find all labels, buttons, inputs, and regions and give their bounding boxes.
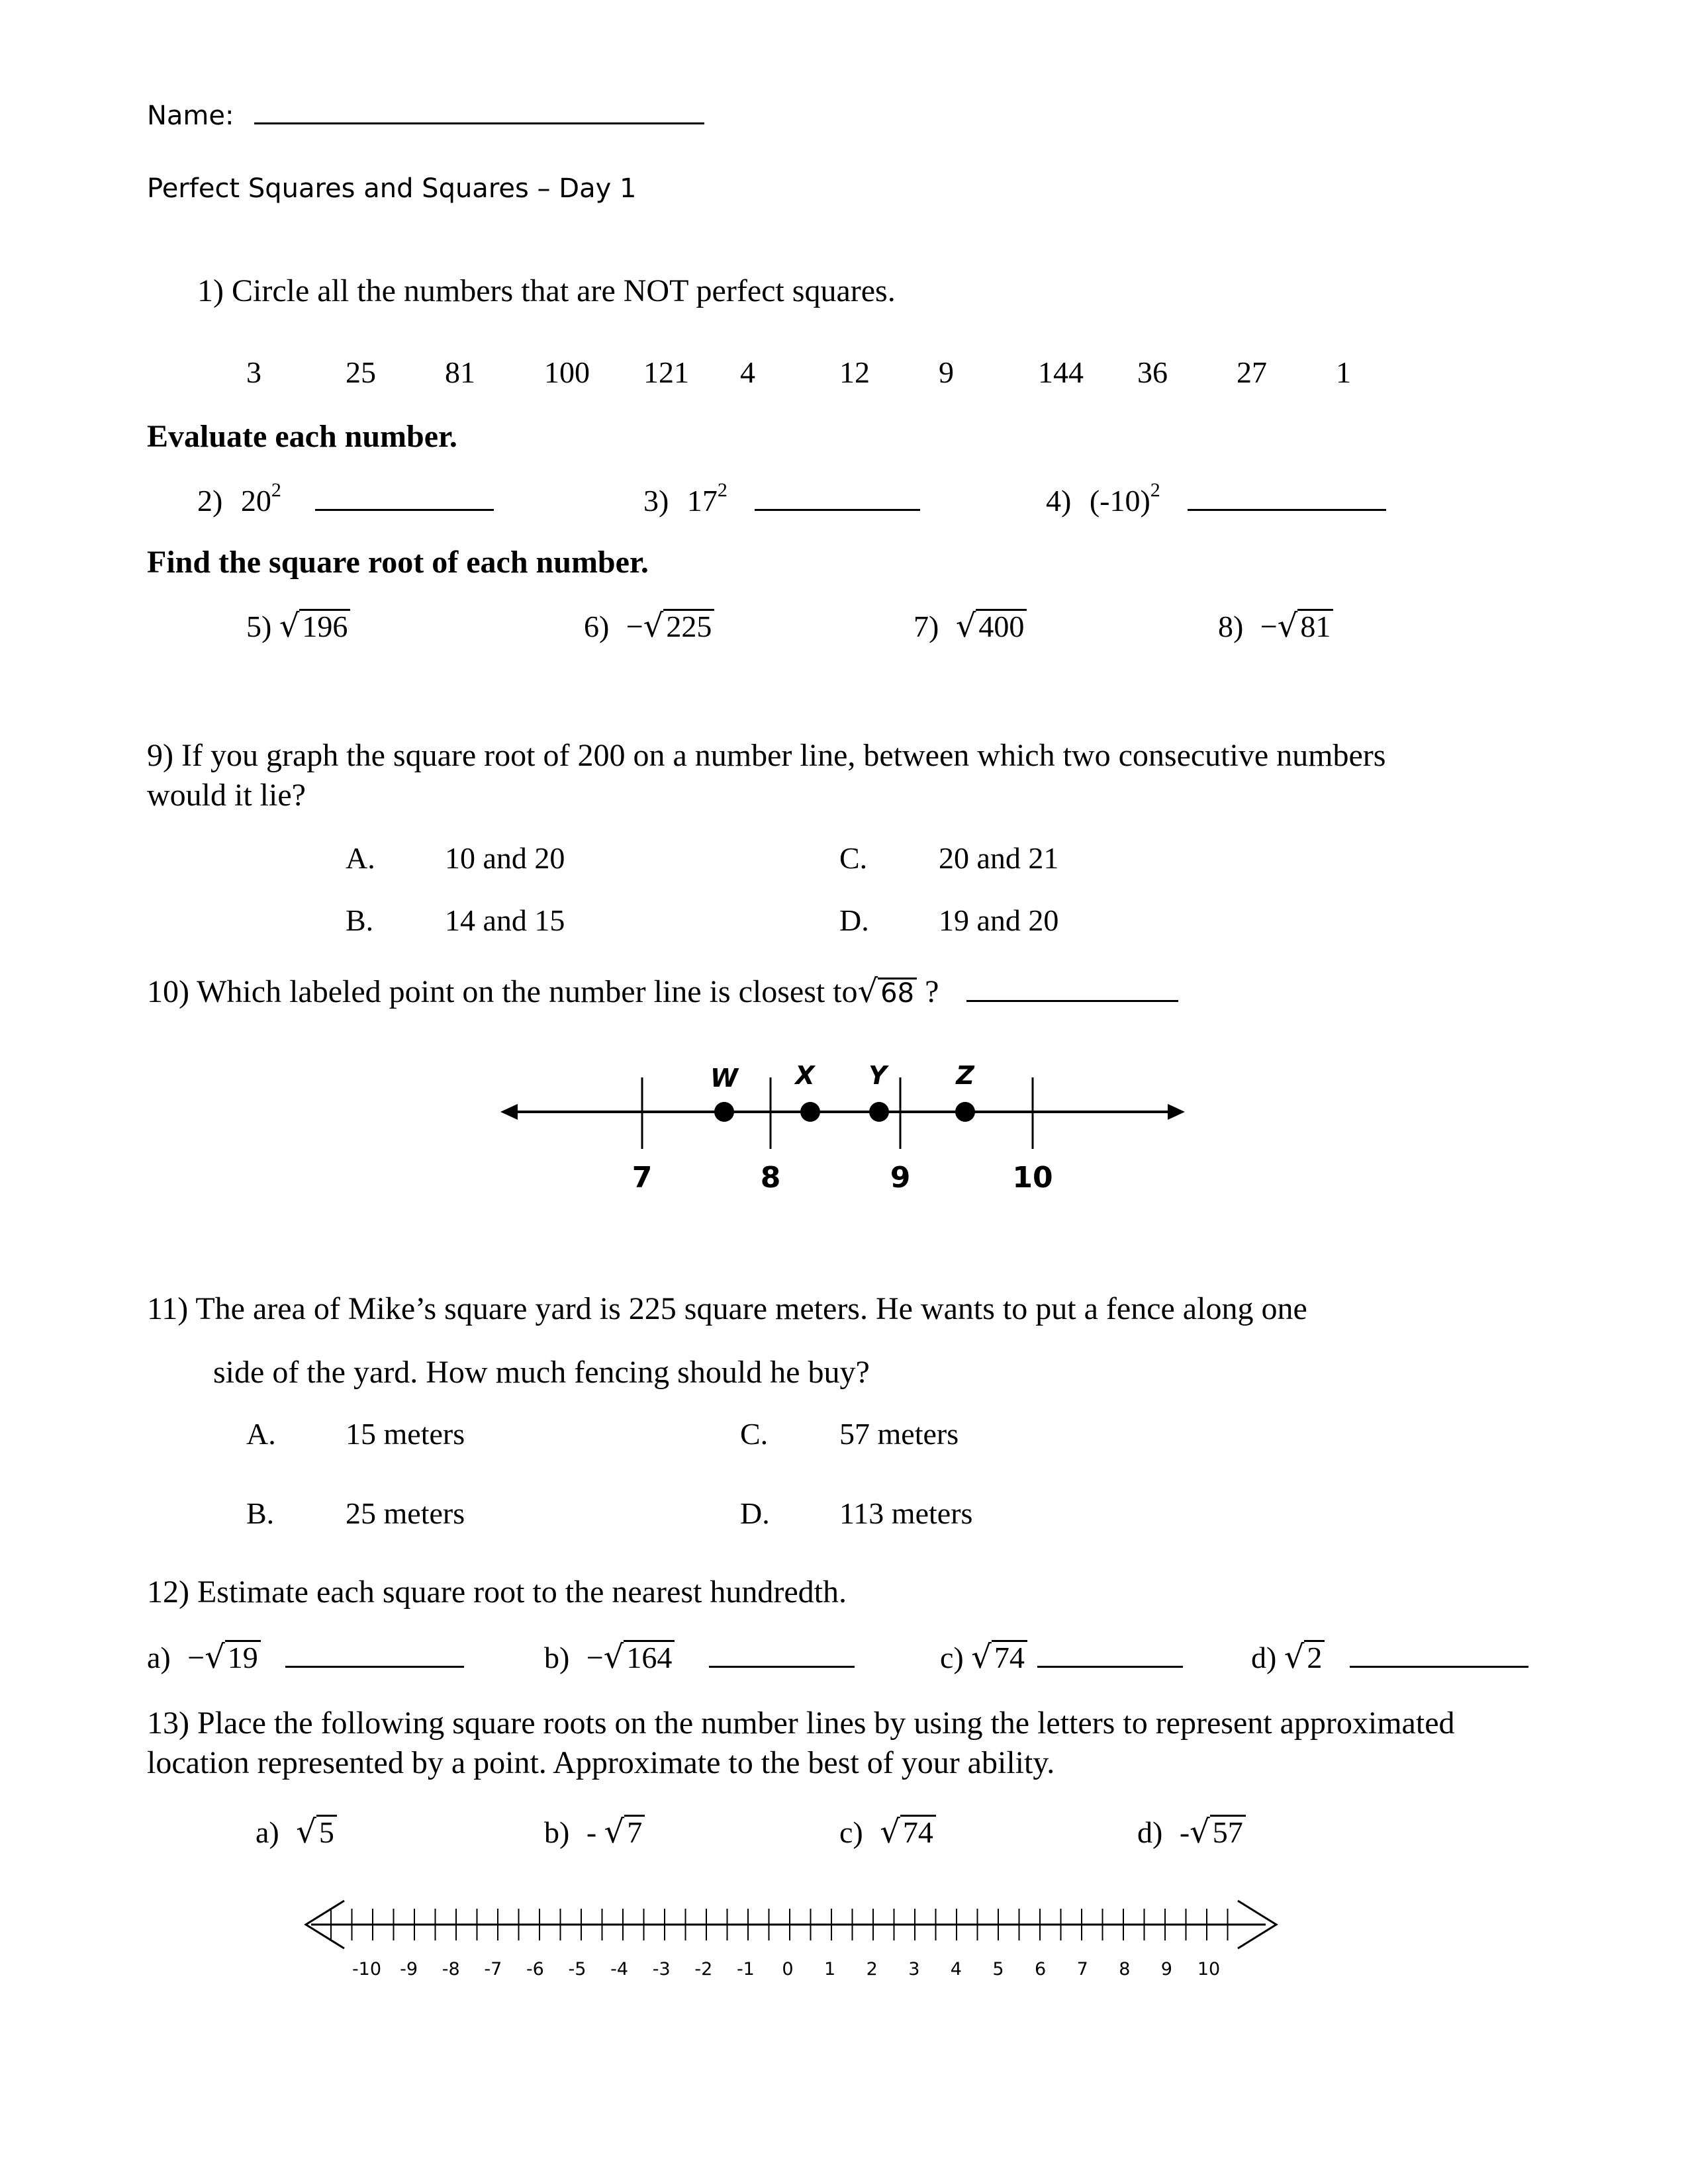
choice-letter: C. (839, 841, 868, 875)
radical-icon: √ (205, 1639, 225, 1676)
q13-prompt-line1: 13) Place the following square roots on the number lines by using the letters to represent approximated (147, 1706, 1455, 1741)
choice-letter: A. (246, 1417, 276, 1451)
q2-number: 2) (197, 484, 223, 518)
item-radicand: 74 (900, 1815, 936, 1848)
radical-icon: √ (604, 1813, 625, 1850)
q12-prompt: 12) Estimate each square root to the nearest hundredth. (147, 1574, 847, 1610)
item-sign: − (187, 1641, 205, 1674)
evaluate-heading: Evaluate each number. (147, 419, 457, 454)
q1-number[interactable]: 12 (839, 355, 870, 389)
item-radicand: 2 (1304, 1640, 1325, 1674)
item-radicand: 164 (624, 1640, 675, 1674)
q5-radicand: 196 (299, 609, 350, 643)
point-label: X (795, 1061, 815, 1090)
choice-letter: D. (740, 1496, 770, 1530)
radical-icon: √ (296, 1813, 316, 1850)
q1-number[interactable]: 3 (246, 355, 261, 389)
q13-tick-label: -5 (568, 1959, 586, 1979)
q7-radicand: 400 (976, 609, 1027, 643)
q4-base: (-10) (1089, 484, 1150, 518)
q13-tick-label: 3 (908, 1959, 920, 1979)
q13-tick-label: -10 (352, 1959, 382, 1979)
item-radicand: 74 (992, 1640, 1027, 1674)
item-label: d) (1137, 1815, 1163, 1849)
item-label: a) (147, 1641, 171, 1674)
item-label: c) (940, 1641, 964, 1674)
q13-tick-label: -8 (442, 1959, 460, 1979)
item-label: d) (1251, 1641, 1277, 1674)
q6-sign: − (626, 610, 643, 643)
q1-number[interactable]: 27 (1237, 355, 1267, 389)
q13-tick-label: 2 (866, 1959, 878, 1979)
q10-suffix: ? (925, 974, 939, 1009)
choice-letter: D. (839, 903, 869, 937)
q1-number[interactable]: 9 (939, 355, 954, 389)
q10-prompt-text: 10) Which labeled point on the number line is closest to (147, 974, 858, 1009)
q13-tick-label: 10 (1197, 1959, 1221, 1979)
item-sign: - (586, 1815, 604, 1849)
radical-icon: √ (643, 608, 664, 645)
choice-text: 15 meters (346, 1417, 465, 1451)
q1-number[interactable]: 36 (1137, 355, 1168, 389)
radical-icon: √ (279, 608, 300, 645)
choice-letter: B. (246, 1496, 275, 1530)
q11-prompt-line1: 11) The area of Mike’s square yard is 225 square meters. He wants to put a fence along one (147, 1291, 1307, 1326)
q10-radicand: 68 (878, 978, 917, 1007)
radical-icon: √ (1190, 1813, 1210, 1850)
q13-tick-label: 1 (824, 1959, 836, 1979)
radical-icon: √ (1284, 1639, 1305, 1676)
name-label: Name: (147, 101, 234, 131)
q1-number[interactable]: 81 (445, 355, 475, 389)
q3-exponent: 2 (717, 479, 727, 501)
q13-tick-label: -9 (400, 1959, 418, 1979)
q7-number: 7) (914, 610, 939, 643)
q4-number: 4) (1046, 484, 1072, 518)
q13-tick-label: -4 (610, 1959, 629, 1979)
sqrt-heading: Find the square root of each number. (147, 545, 649, 580)
q9-prompt-line2: would it lie? (147, 778, 306, 813)
item-radicand: 19 (225, 1640, 261, 1674)
choice-text: 19 and 20 (939, 903, 1059, 937)
tick-label: 8 (760, 1161, 781, 1195)
item-label: b) (544, 1641, 570, 1674)
radical-icon: √ (955, 608, 976, 645)
page-title: Perfect Squares and Squares – Day 1 (147, 173, 637, 204)
q3-base: 17 (686, 484, 718, 518)
q2-exponent: 2 (271, 479, 281, 501)
radical-icon: √ (603, 1639, 624, 1676)
q13-tick-label: 0 (782, 1959, 794, 1979)
radical-icon: √ (1277, 608, 1298, 645)
q8-number: 8) (1218, 610, 1244, 643)
item-radicand: 7 (624, 1815, 645, 1848)
choice-letter: A. (346, 841, 375, 875)
q13-tick-label: -2 (694, 1959, 713, 1979)
q13-tick-label: 6 (1035, 1959, 1047, 1979)
q6-radicand: 225 (663, 609, 714, 643)
item-radicand: 57 (1210, 1815, 1246, 1848)
q13-tick-labels (352, 1959, 1220, 1979)
tick-label: 7 (632, 1161, 653, 1195)
q13-tick-label: 8 (1119, 1959, 1131, 1979)
item-sign: - (1179, 1815, 1190, 1849)
radical-icon: √ (880, 1813, 900, 1850)
choice-text: 10 and 20 (445, 841, 565, 875)
q8-sign: − (1260, 610, 1278, 643)
radical-icon: √ (857, 973, 878, 1010)
q13-tick-label: -6 (526, 1959, 544, 1979)
item-sign: − (586, 1641, 604, 1674)
point-label: Y (868, 1061, 887, 1090)
q2-base: 20 (240, 484, 271, 518)
item-label: a) (256, 1815, 279, 1849)
q13-prompt-line2: location represented by a point. Approximate to the best of your ability. (147, 1745, 1055, 1780)
radical-icon: √ (971, 1639, 992, 1676)
q3-number: 3) (643, 484, 669, 518)
point-label: Z (956, 1061, 974, 1090)
q1-number[interactable]: 100 (544, 355, 590, 389)
choice-text: 57 meters (839, 1417, 959, 1451)
choice-letter: B. (346, 903, 374, 937)
item-label: b) (544, 1815, 570, 1849)
q9-prompt-line1: 9) If you graph the square root of 200 on a number line, between which two consecutive numbers (147, 738, 1386, 773)
q1-prompt: 1) Circle all the numbers that are NOT perfect squares. (197, 273, 896, 308)
q13-tick-label: -7 (484, 1959, 502, 1979)
q1-number[interactable]: 25 (346, 355, 376, 389)
q13-tick-label: 7 (1076, 1959, 1088, 1979)
q13-tick-label: -3 (652, 1959, 671, 1979)
point-label: W (710, 1064, 738, 1093)
choice-text: 14 and 15 (445, 903, 565, 937)
item-radicand: 5 (316, 1815, 337, 1848)
q1-number[interactable]: 144 (1038, 355, 1084, 389)
tick-label: 10 (1012, 1161, 1053, 1195)
q11-prompt-line2: side of the yard. How much fencing should he buy? (213, 1355, 870, 1390)
q1-number[interactable]: 121 (643, 355, 689, 389)
q4-exponent: 2 (1150, 479, 1160, 501)
q13-tick-label: -1 (736, 1959, 755, 1979)
q13-tick-label: 5 (992, 1959, 1004, 1979)
q13-tick-label: 9 (1160, 1959, 1172, 1979)
tick-label: 9 (890, 1161, 911, 1195)
choice-text: 20 and 21 (939, 841, 1059, 875)
item-label: c) (839, 1815, 863, 1849)
choice-text: 113 meters (839, 1496, 973, 1530)
q13-tick-label: 4 (950, 1959, 962, 1979)
q1-number[interactable]: 1 (1336, 355, 1351, 389)
q8-radicand: 81 (1297, 609, 1333, 643)
choice-letter: C. (740, 1417, 769, 1451)
choice-text: 25 meters (346, 1496, 465, 1530)
q6-number: 6) (584, 610, 610, 643)
q1-number[interactable]: 4 (740, 355, 755, 389)
q5-number: 5) (246, 610, 272, 643)
